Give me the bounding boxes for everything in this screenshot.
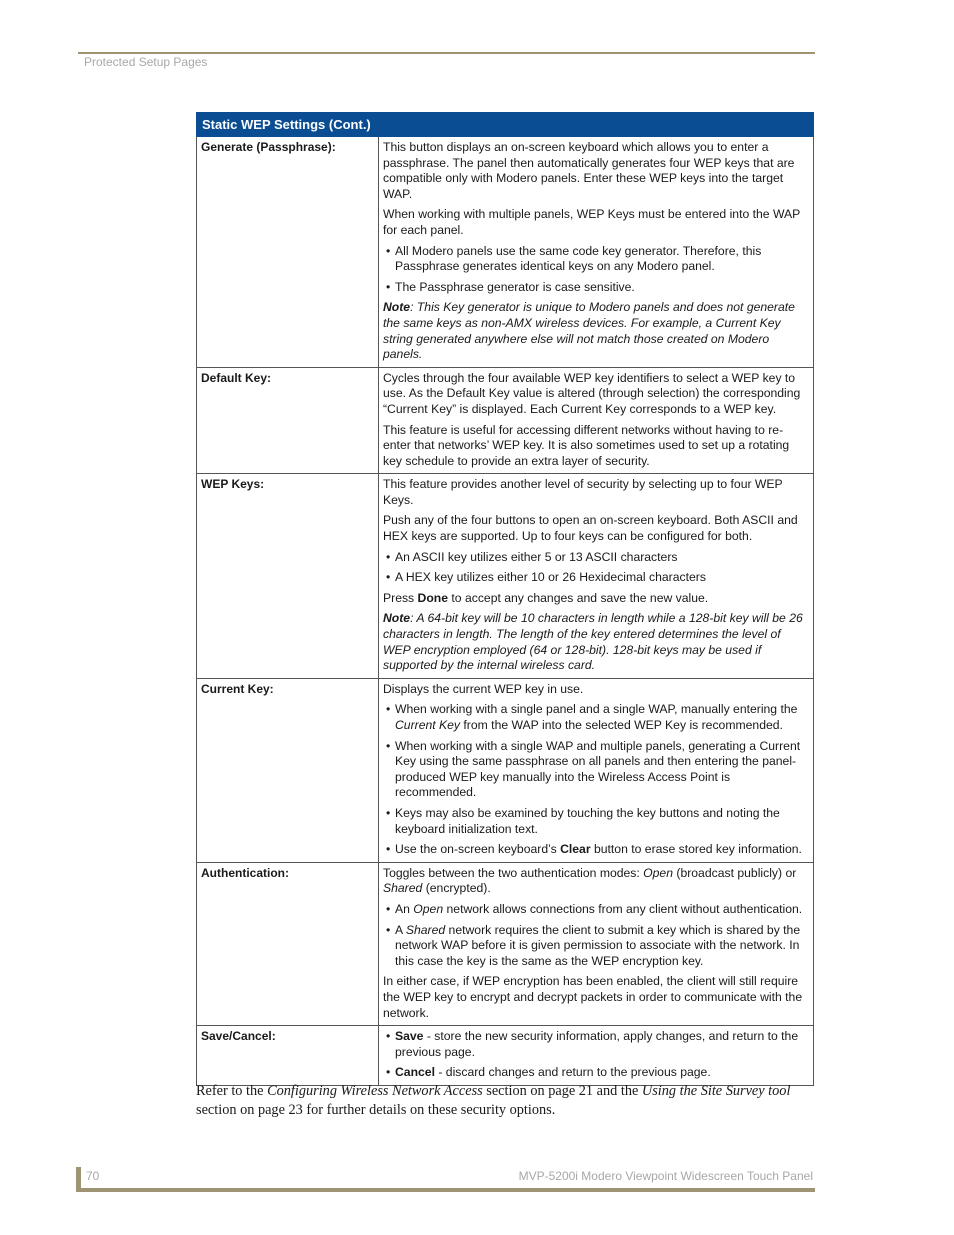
bullet-item: • Use the on-screen keyboard’s Clear button to erase stored key information. bbox=[383, 842, 809, 858]
table-row bbox=[197, 137, 814, 368]
bullet-item: • A Shared network requires the client to submit a key which is shared by the network WAP before it is given permission to associate with the network. In this case the key is the same as the WEP encryption key. bbox=[383, 923, 809, 970]
page-number: 70 bbox=[86, 1169, 100, 1183]
row-label: Authentication: bbox=[197, 862, 379, 1025]
table-row bbox=[197, 474, 814, 679]
description-paragraph: Displays the current WEP key in use. bbox=[383, 681, 584, 696]
row-description bbox=[379, 1026, 814, 1086]
note-paragraph: Note: A 64-bit key will be 10 characters in length while a 128-bit key will be 26 characters in length. The length of the key entered determines the level of WEP encryption employed (64 or 128-bit). 128-bit keys may be used if supported by the internal wireless card. bbox=[383, 611, 803, 673]
table-row bbox=[197, 367, 814, 474]
table-row bbox=[197, 1026, 814, 1086]
footer-title: MVP-5200i Modero Viewpoint Widescreen Touch Panel bbox=[518, 1169, 813, 1183]
table-title: Static WEP Settings (Cont.) bbox=[197, 113, 814, 137]
row-description bbox=[379, 367, 814, 474]
bullet-item: • When working with a single WAP and multiple panels, generating a Current Key using the same passphrase on all panels and then entering the panel-produced WEP key manually into the Wireless Access Point is recommended. bbox=[383, 739, 809, 801]
description-paragraph: Cycles through the four available WEP key identifiers to select a WEP key to use. As the Default Key value is altered (through selection) the corresponding “Current Key” is displayed. Each Current Key corresponds to a WEP key. bbox=[383, 370, 801, 416]
description-paragraph: This feature provides another level of security by selecting up to four WEP Keys. bbox=[383, 477, 783, 507]
bullet-item: • The Passphrase generator is case sensitive. bbox=[383, 280, 809, 296]
description-paragraph: In either case, if WEP encryption has been enabled, the client will still require the WEP key to encrypt and decrypt packets in order to communicate with the network. bbox=[383, 974, 803, 1020]
bullet-item: • All Modero panels use the same code key generator. Therefore, this Passphrase generates identical keys on any Modero panel. bbox=[383, 244, 809, 275]
row-label: Generate (Passphrase): bbox=[197, 137, 379, 368]
bullet-item: • An ASCII key utilizes either 5 or 13 ASCII characters bbox=[383, 550, 809, 566]
description-paragraph: This button displays an on-screen keyboard which allows you to enter a passphrase. The panel then automatically generates four WEP keys that are compatible only with Modero panels. Enter these WEP keys into the target WAP. bbox=[383, 140, 795, 201]
table-row bbox=[197, 862, 814, 1025]
bullet-item: • Keys may also be examined by touching the key buttons and noting the keyboard initialization text. bbox=[383, 806, 809, 837]
row-label: Default Key: bbox=[197, 367, 379, 474]
row-description bbox=[379, 137, 814, 368]
bullet-item: • Cancel - discard changes and return to the previous page. bbox=[383, 1065, 809, 1081]
note-paragraph: Note: This Key generator is unique to Modero panels and does not generate the same keys as non-AMX wireless devices. For example, a Current Key string generated anywhere else will not match those created on Modero panels. bbox=[383, 300, 795, 362]
bullet-item: • Save - store the new security information, apply changes, and return to the previous page. bbox=[383, 1029, 809, 1060]
description-paragraph: This feature is useful for accessing different networks without having to re-enter that networks’ WEP key. It is also sometimes used to set up a rotating key schedule to provide an extra layer of security. bbox=[383, 422, 790, 468]
row-label: Save/Cancel: bbox=[197, 1026, 379, 1086]
row-label: WEP Keys: bbox=[197, 474, 379, 679]
table-row bbox=[197, 678, 814, 862]
footnote-paragraph: Refer to the Configuring Wireless Network Access section on page 21 and the Using the Site Survey tool section on page 23 for further details on these security options. bbox=[196, 1083, 791, 1118]
bullet-item: • A HEX key utilizes either 10 or 26 Hexidecimal characters bbox=[383, 570, 809, 586]
header-rule bbox=[78, 52, 815, 54]
row-description bbox=[379, 862, 814, 1025]
row-description bbox=[379, 474, 814, 679]
table-body bbox=[197, 137, 814, 1086]
row-label: Current Key: bbox=[197, 678, 379, 862]
bullet-item: • An Open network allows connections from any client without authentication. bbox=[383, 902, 809, 918]
running-header: Protected Setup Pages bbox=[84, 55, 208, 69]
static-wep-settings-table bbox=[196, 112, 814, 1086]
bullet-item: • When working with a single panel and a single WAP, manually entering the Current Key from the WAP into the selected WEP Key is recommended. bbox=[383, 702, 809, 733]
row-description bbox=[379, 678, 814, 862]
description-paragraph: Toggles between the two authentication modes: Open (broadcast publicly) or Shared (encrypted). bbox=[383, 865, 797, 896]
footer-rule bbox=[78, 1188, 815, 1192]
description-paragraph: When working with multiple panels, WEP Keys must be entered into the WAP for each panel. bbox=[383, 207, 801, 237]
description-paragraph: Push any of the four buttons to open an on-screen keyboard. Both ASCII and HEX keys are supported. Up to four keys can be configured for both. bbox=[383, 513, 798, 544]
description-paragraph: Press Done to accept any changes and save the new value. bbox=[383, 590, 709, 605]
